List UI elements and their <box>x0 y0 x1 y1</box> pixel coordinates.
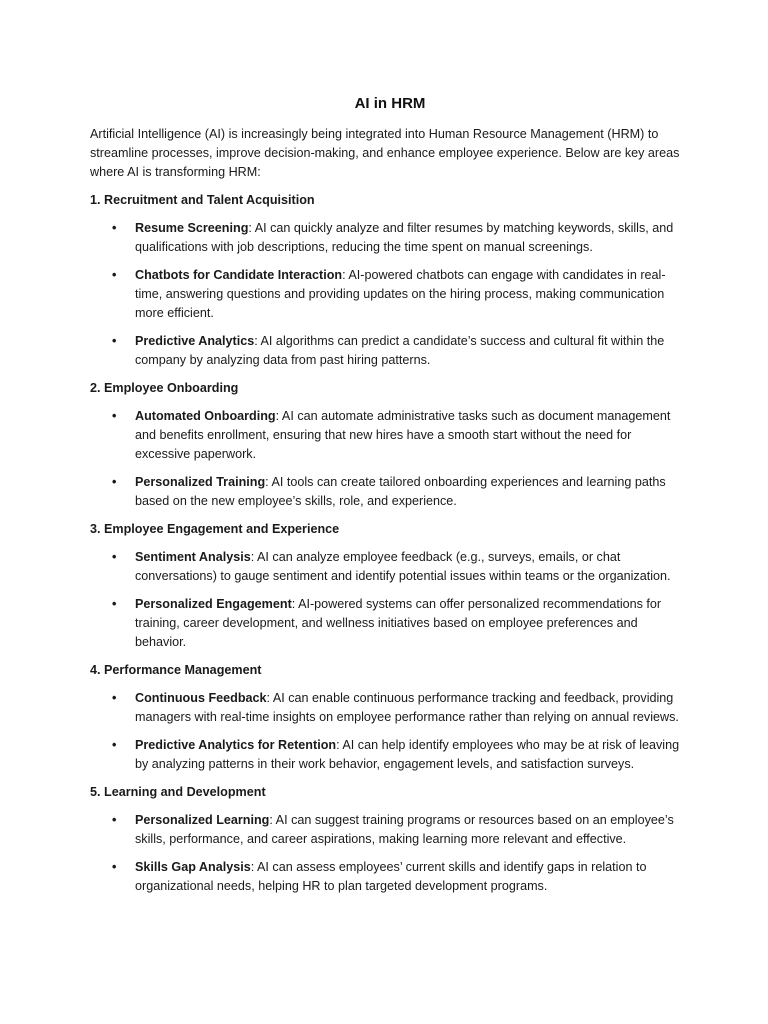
item-term: Sentiment Analysis <box>135 550 251 564</box>
section-heading: 1. Recruitment and Talent Acquisition <box>90 193 315 207</box>
list-item <box>90 407 690 464</box>
item-term: Personalized Training <box>135 475 266 489</box>
item-term: Continuous Feedback <box>135 691 267 705</box>
list-item <box>90 548 690 586</box>
list-item <box>90 473 690 511</box>
bullet-list <box>90 219 690 370</box>
section-onboarding <box>90 379 690 511</box>
item-text: : AI can quickly analyze and filter resumes by matching keywords, skills, and qualifications with job descriptions, reducing the time spent on manual screenings. <box>135 221 674 254</box>
section-performance <box>90 661 690 774</box>
item-text: : AI can enable continuous performance tracking and feedback, providing managers with real-time insights on employee performance rather than relying on annual reviews. <box>135 691 679 724</box>
list-item <box>90 595 690 652</box>
list-item <box>90 858 690 896</box>
item-text: : AI can suggest training programs or resources based on an employee’s skills, performance, and career aspirations, making learning more relevant and effective. <box>135 813 674 846</box>
item-text: : AI can assess employees’ current skills and identify gaps in relation to organizational needs, helping HR to plan targeted development programs. <box>135 860 647 893</box>
item-term: Skills Gap Analysis <box>135 860 251 874</box>
item-term: Resume Screening <box>135 221 249 235</box>
section-learning <box>90 783 690 896</box>
section-recruitment <box>90 191 690 370</box>
item-text: : AI-powered chatbots can engage with candidates in real-time, answering questions and providing updates on the hiring process, making communication more efficient. <box>135 268 666 320</box>
section-engagement <box>90 520 690 652</box>
section-heading: 3. Employee Engagement and Experience <box>90 522 340 536</box>
item-term: Chatbots for Candidate Interaction <box>135 268 343 282</box>
item-text: : AI can analyze employee feedback (e.g., surveys, emails, or chat conversations) to gauge sentiment and identify potential issues within teams or the organization. <box>135 550 671 583</box>
section-heading: 4. Performance Management <box>90 663 262 677</box>
list-item <box>90 689 690 727</box>
list-item <box>90 266 690 323</box>
document-title: AI in HRM <box>354 95 426 112</box>
bullet-list <box>90 407 690 511</box>
list-item <box>90 736 690 774</box>
bullet-list <box>90 548 690 652</box>
intro-paragraph: Artificial Intelligence (AI) is increasingly being integrated into Human Resource Management (HRM) to streamline processes, improve decision-making, and enhance employee experience. Below are key areas where AI is transforming HRM: <box>90 127 680 179</box>
bullet-list <box>90 811 690 896</box>
list-item <box>90 811 690 849</box>
item-text: : AI algorithms can predict a candidate’s success and cultural fit within the company by analyzing data from past hiring patterns. <box>135 334 665 367</box>
bullet-list <box>90 689 690 774</box>
item-term: Predictive Analytics <box>135 334 255 348</box>
item-term: Automated Onboarding <box>135 409 276 423</box>
item-text: : AI can automate administrative tasks such as document management and benefits enrollment, ensuring that new hires have a smooth start without the need for excessive paperwork. <box>135 409 671 461</box>
item-term: Predictive Analytics for Retention <box>135 738 337 752</box>
section-heading: 2. Employee Onboarding <box>90 381 239 395</box>
list-item <box>90 219 690 257</box>
document-page <box>90 94 690 905</box>
item-term: Personalized Engagement <box>135 597 292 611</box>
section-heading: 5. Learning and Development <box>90 785 266 799</box>
list-item <box>90 332 690 370</box>
item-text: : AI can help identify employees who may be at risk of leaving by analyzing patterns in their work behavior, engagement levels, and satisfaction surveys. <box>135 738 680 771</box>
item-text: : AI-powered systems can offer personalized recommendations for training, career development, and wellness initiatives based on employee preferences and behavior. <box>135 597 662 649</box>
item-text: : AI tools can create tailored onboarding experiences and learning paths based on the new employee’s skills, role, and experience. <box>135 475 666 508</box>
item-term: Personalized Learning <box>135 813 270 827</box>
